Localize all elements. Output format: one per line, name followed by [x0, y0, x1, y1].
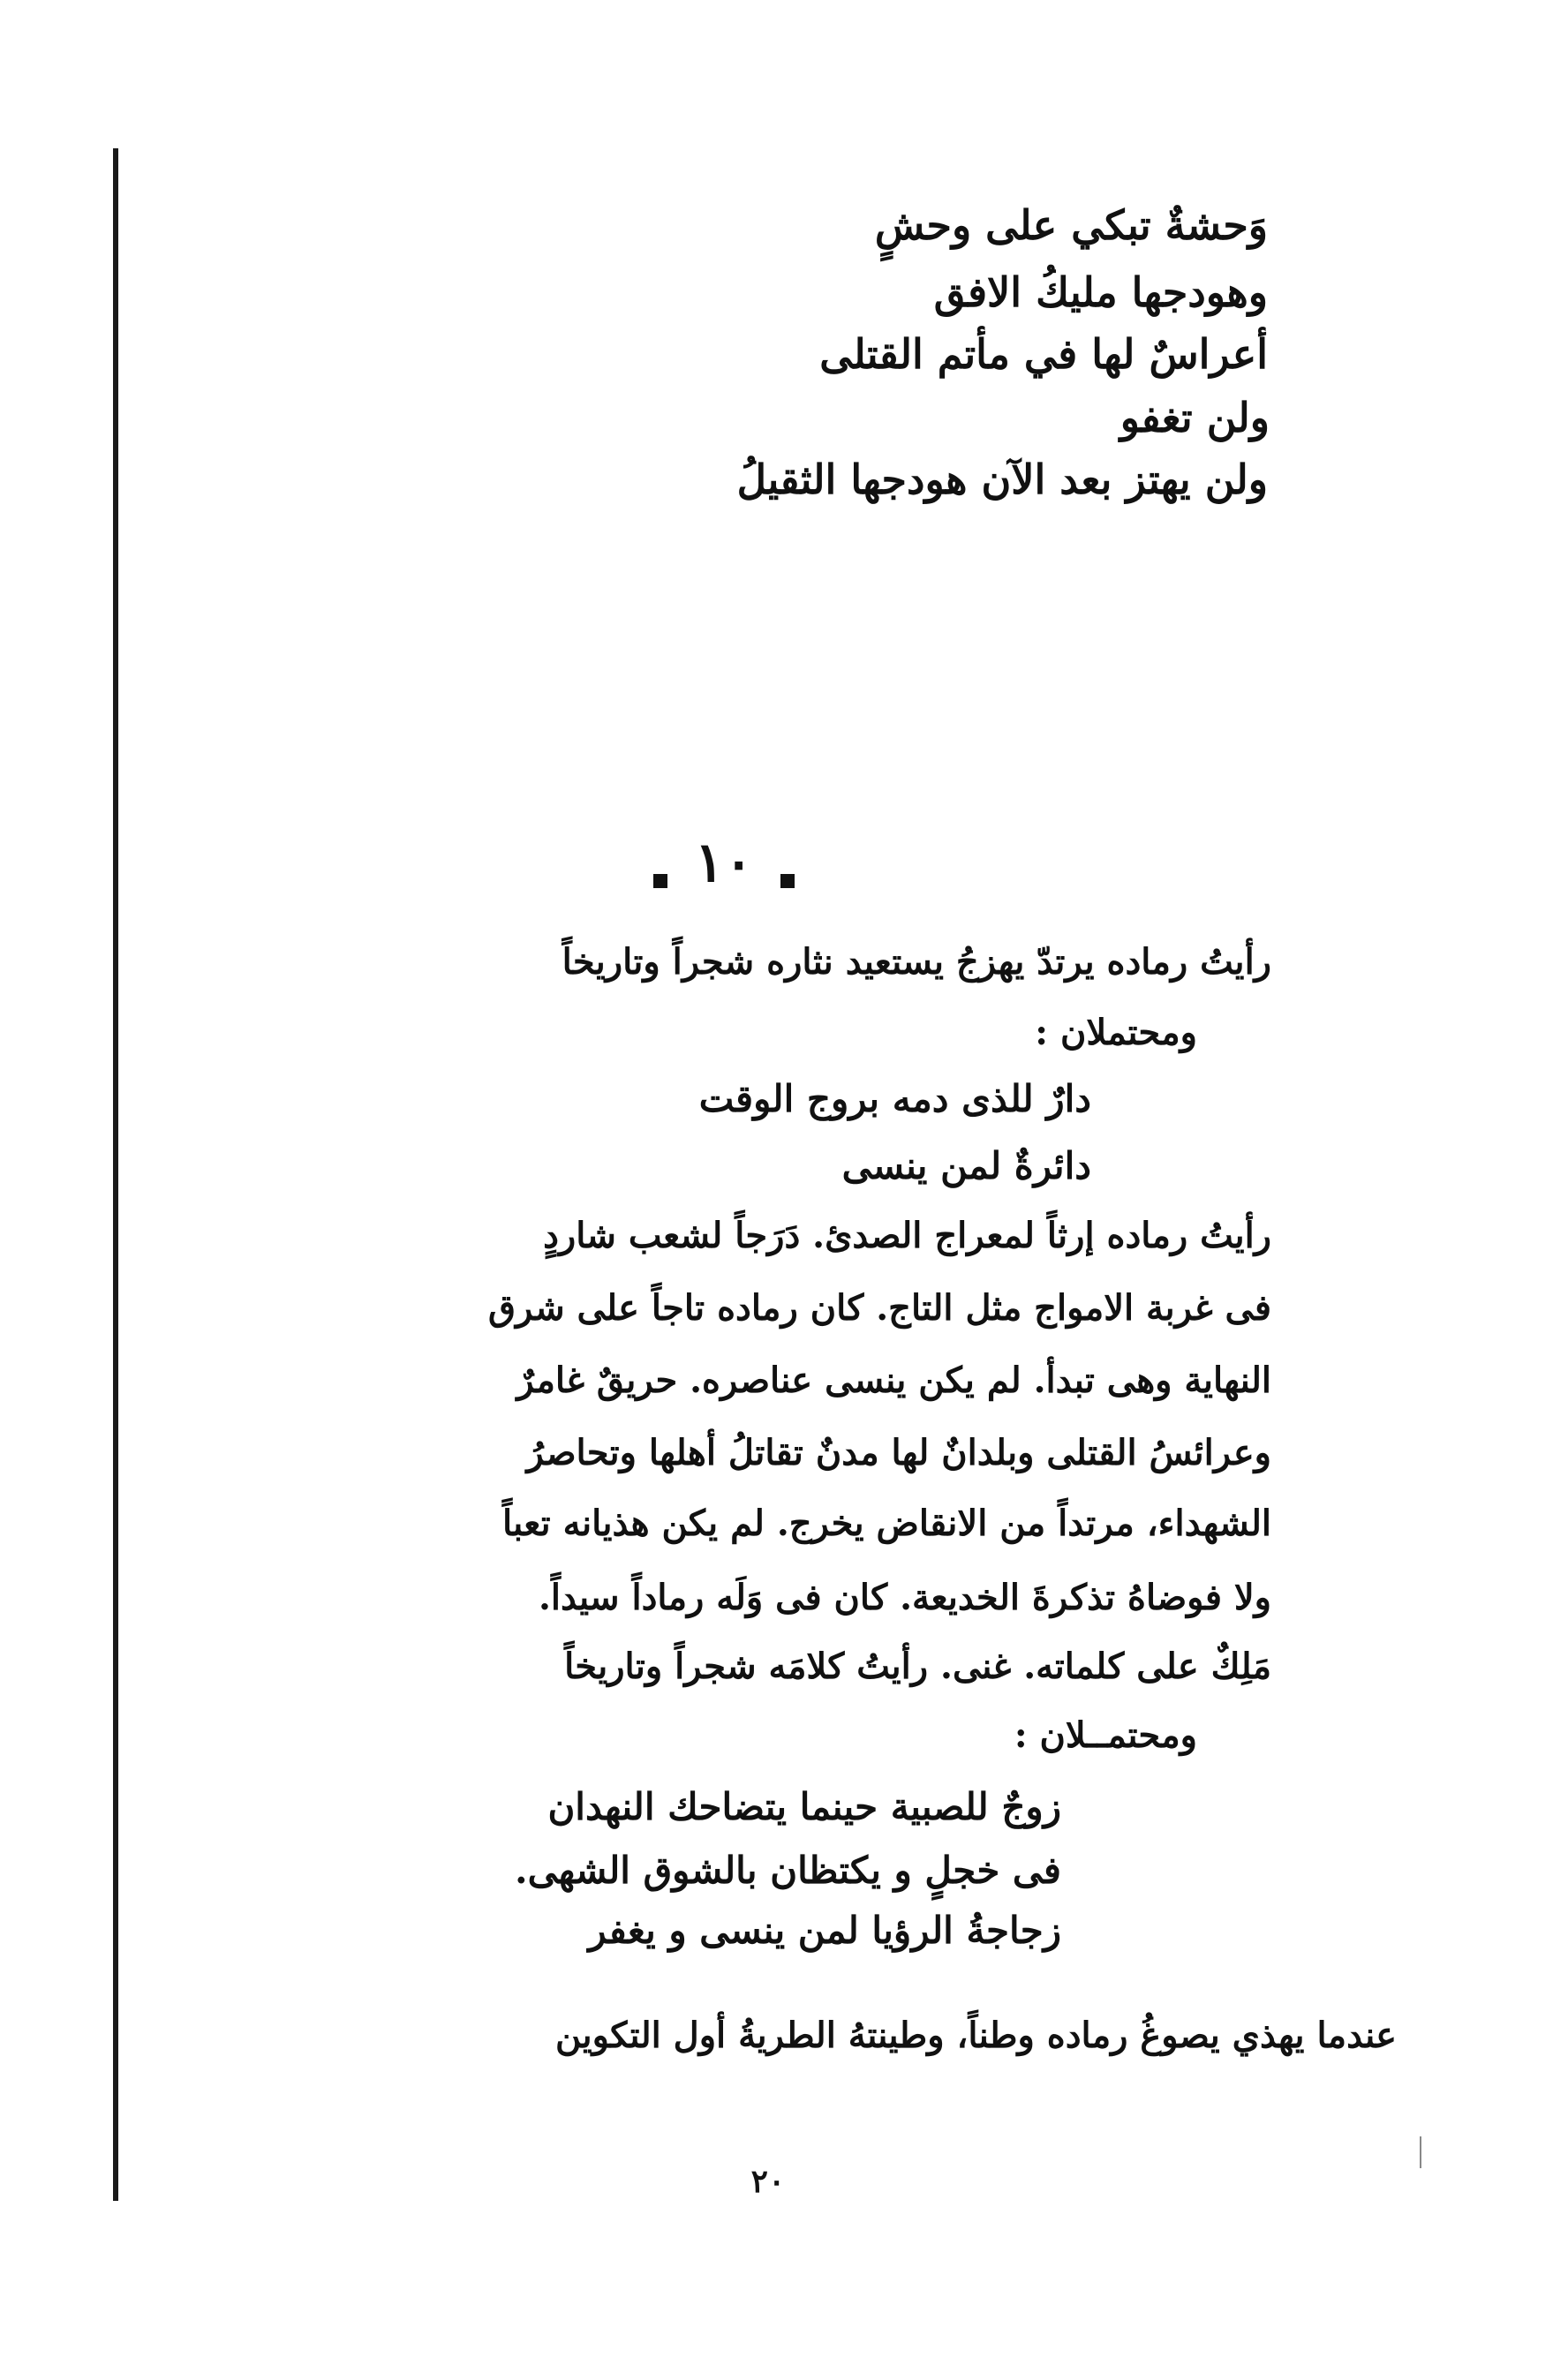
- section-line-14: فى خجلٍ و يكتظان بالشوق الشهى.: [515, 1849, 1061, 1892]
- section-line-9: الشهداء، مرتداً من الانقاض يخرج. لم يكن هذيانه تعباً: [501, 1503, 1271, 1544]
- section-line-3: دارٌ للذى دمه بروج الوقت: [698, 1077, 1091, 1120]
- poem-line-3: أعراسٌ لها في مأتم القتلى: [819, 330, 1268, 378]
- section-line-6: فى غربة الامواج مثل التاج. كان رماده تاجاً على شرق: [487, 1287, 1271, 1329]
- section-number: ١٠: [694, 830, 754, 894]
- section-line-8: وعرائسُ القتلى وبلدانٌ لها مدنٌ تقاتلُ أهلها وتحاصرُ: [526, 1432, 1271, 1473]
- page-number: ٢٠: [750, 2163, 786, 2200]
- section-line-10: ولا فوضاهُ تذكرةَ الخديعة. كان فى وَلَه رماداً سيداً.: [538, 1577, 1271, 1618]
- section-line-4: دائرةٌ لمن ينسى: [841, 1144, 1091, 1187]
- section-line-16: عندما يهذي يصوغُ رماده وطناً، وطينتهُ الطريةُ أول التكوين: [555, 2015, 1397, 2056]
- section-heading: [653, 830, 795, 900]
- section-line-2: ومحتملان :: [1035, 1012, 1197, 1053]
- heading-square-right: [780, 874, 795, 888]
- poem-line-1: وَحشةٌ تبكي على وحشٍ: [874, 201, 1268, 249]
- section-line-12: ومحتمــلان :: [1014, 1714, 1197, 1756]
- section-line-11: مَلِكٌ على كلماته. غنى. رأيتُ كلامَه شجراً وتاريخاً: [564, 1646, 1271, 1687]
- section-line-15: زجاجةُ الرؤيا لمن ينسى و يغفر: [588, 1909, 1061, 1952]
- poem-line-2: وهودجها مليكُ الافق: [933, 268, 1268, 316]
- section-line-1: رأيتُ رماده يرتدّ يهزجُ يستعيد نثاره شجراً وتاريخاً: [562, 941, 1271, 983]
- section-line-7: النهاية وهى تبدأ. لم يكن ينسى عناصره. حريقٌ غامرٌ: [516, 1360, 1271, 1401]
- heading-square-left: [653, 874, 667, 888]
- section-line-13: زوجٌ للصبية حينما يتضاحك النهدان: [547, 1785, 1061, 1828]
- margin-rule: [113, 148, 118, 2201]
- section-line-5: رأيتُ رماده إرثاً لمعراج الصدئ. دَرَجاً لشعب شاردٍ: [543, 1215, 1271, 1256]
- poem-line-5: ولن يهتز بعد الآن هودجها الثقيلُ: [736, 456, 1268, 503]
- poem-line-4: ولن تغفو: [1119, 394, 1270, 441]
- margin-tick: [1420, 2136, 1421, 2168]
